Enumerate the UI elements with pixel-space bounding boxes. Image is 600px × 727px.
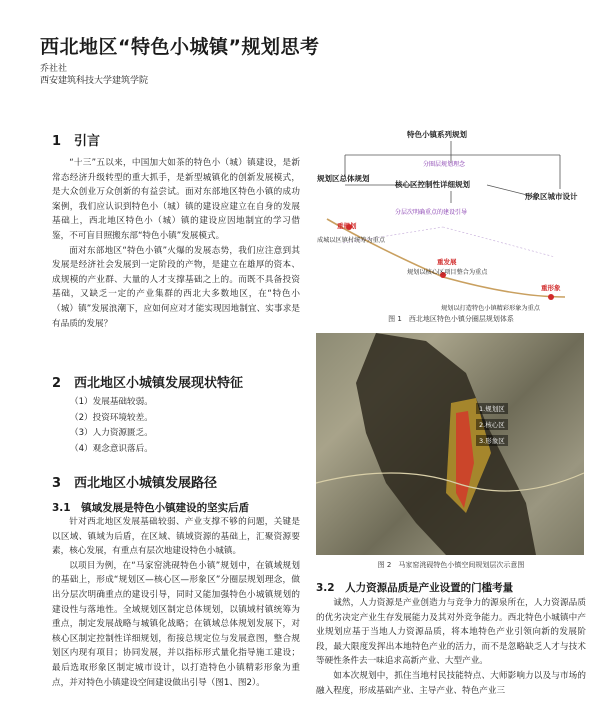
subsection-3-2-body xyxy=(316,596,586,698)
paragraph: 针对西北地区发展基础较弱、产业支撑不够的问题，关键是以区域、镇域为后盾，在区域、镇域资源的基础上，汇聚资源要素，核心发展，有重点有层次地建设特色小城镇。 xyxy=(52,517,300,557)
figure2-caption: 图 2 马家窑洮砚特色小镇空间规划层次示意图 xyxy=(377,561,525,569)
diagram-core-box: 核心区控制性详细规划 xyxy=(395,180,470,189)
subsection-3-1-heading: 3.1 镇域发展是特色小镇建设的坚实后盾 xyxy=(52,502,250,514)
diagram-note-left: 成城以区镇村统筹为重点 xyxy=(317,237,386,244)
section1-heading: 1 引言 xyxy=(52,134,101,149)
list-item: （2）投资环境较差。 xyxy=(70,412,153,423)
author-affiliation: 西安建筑科技大学建筑学院 xyxy=(40,76,149,86)
paper-title: 西北地区“特色小城镇”规划思考 xyxy=(40,36,320,58)
diagram-note-right: 规划以打造特色小镇精彩形象为重点 xyxy=(441,305,540,312)
list-item: （3）人力资源匮乏。 xyxy=(70,428,153,438)
paragraph: 面对东部地区“特色小镇”火爆的发展态势，我们应注意到其发展是经济社会发展到一定阶段的产物，是建立在雄厚的资本、成规模的产业群、大量的人才支撑基础之上的。而既不具备投资基础，又缺乏一定的产业集群的西北大多数地区，在“特色小（城）镇”发展浪潮下，应如何应对才能实现因地制宜、实事求是有品质的发展？ xyxy=(52,245,300,329)
figure1-caption: 图 1 西北地区特色小镇分圈层规划体系 xyxy=(388,315,514,323)
diagram-left-box: 规划区总体规划 xyxy=(317,174,370,183)
diagram-red-mid: 重发展 xyxy=(437,258,457,266)
section2-heading: 2 西北地区小城镇发展现状特征 xyxy=(52,376,244,391)
section2-list xyxy=(52,395,300,457)
subsection-3-1-body xyxy=(52,515,300,690)
figure1-diagram xyxy=(315,127,587,317)
figure2-map xyxy=(316,333,584,555)
section1-body xyxy=(52,156,300,331)
paragraph: 如本次规划中，抓住当地村民技能特点、大师影响力以及与市场的融入程度，形成基础产业、主导产业、特色产业三 xyxy=(316,670,586,696)
diagram-red-left: 重规划 xyxy=(337,222,357,230)
diagram-red-right: 重形象 xyxy=(541,284,561,292)
diagram-guide-label: 分层次明确重点的建设引导 xyxy=(395,209,468,216)
diagram-top-label: 特色小镇系列规划 xyxy=(407,130,467,139)
legend-item: 2.核心区 xyxy=(476,419,508,430)
diagram-right-box: 形象区城市设计 xyxy=(525,192,578,201)
diagram-note-mid: 规划以核心区项目整合为重点 xyxy=(407,269,488,276)
section3-heading: 3 西北地区小城镇发展路径 xyxy=(52,476,218,491)
legend-item: 3.形象区 xyxy=(476,435,508,446)
subsection-3-2-heading: 3.2 人力资源品质是产业设置的门槛考量 xyxy=(316,582,514,594)
map-image xyxy=(316,333,584,555)
author-block xyxy=(40,63,148,87)
list-item: （1）发展基础较弱。 xyxy=(70,397,153,407)
marker-dot xyxy=(548,294,554,300)
author-name: 乔社社 xyxy=(40,64,68,74)
diagram-concept-label: 分圈层规划理念 xyxy=(423,161,466,168)
paragraph: 诚然，人力资源是产业创造力与竞争力的源泉所在，人力资源品质的优劣决定产业生存发展能力及其对外竞争能力。西北特色小城镇中产业规划应基于当地人力资源品质，将本地特色产业引领向新的发展阶段，最大限度发挥出本地特色产业的活力，而不是忽略缺乏人才与技术等硬性条件去一味追求高新产业、大型产业。 xyxy=(316,598,586,667)
planning-area-shape xyxy=(356,333,536,555)
paragraph: “十三”五以来，中国加大如茶的特色小（城）镇建设，是新常态经济升级转型的重大抓手，是新型城镇化的创新发展模式，是大众创业万众创新的有益尝试。面对东部地区特色小镇的成功案例，我们应认识到特色小（城）镇的建设应建立在自身的发展基础上，西北地区特色小（城）镇的建设应因地制宜的学习借鉴，不可盲目照搬东部“特色小镇”发展模式。 xyxy=(52,158,300,241)
list-item: （4）观念意识落后。 xyxy=(70,443,153,454)
paragraph: 以项目为例，在“马家窑洮砚特色小镇”规划中，在镇域规划的基础上，形成“规划区—核心区—形象区”分圈层规划理念，做出分层次明确重点的建设引导，同时又能加强特色小城镇规划的建设性与落地性。全域规划区制定总体规划，以镇域村镇统筹为重点，制定发展战略与城镇化战略；在镇域总体规划发展下，对核心区制定控制性详细规划，衔接总规定位与发展意图，整合规划区内现有项目；协同发展，并以指标形式量化指导施工建设；最后选取形象区制定城市设计，以打造特色小镇精彩形象为重点，并对特色小镇建设空间建设做出引导（图1、图2）。 xyxy=(52,560,300,688)
legend-item: 1.规划区 xyxy=(476,403,508,414)
